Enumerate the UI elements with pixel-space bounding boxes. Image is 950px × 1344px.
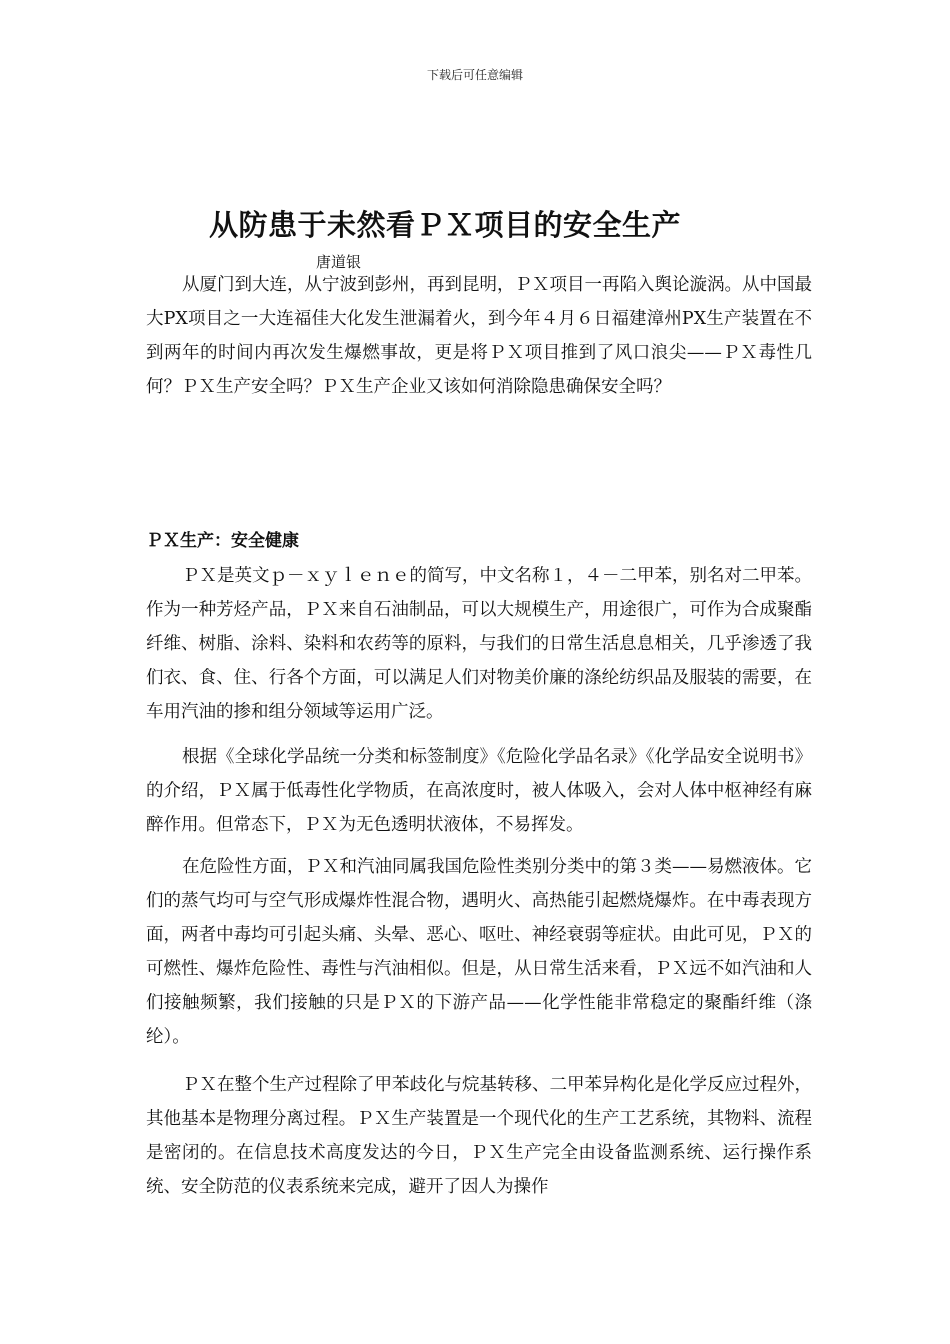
- page-header-note: 下载后可任意编辑: [426, 68, 523, 82]
- body-paragraph-3: 在危险性方面，ＰＸ和汽油同属我国危险性类别分类中的第３类——易燃液体。它们的蒸气均可与空气形成爆炸性混合物，遇明火、高热能引起燃烧爆炸。在中毒表现方面，两者中毒均可引起头痛、头晕、恶心、呕吐、神经衰弱等症状。由此可见，ＰＸ的可燃性、爆炸危险性、毒性与汽油相似。但是，从日常生活来看，ＰＸ远不如汽油和人们接触频繁，我们接触的只是ＰＸ的下游产品——化学性能非常稳定的聚酯纤维（涤纶）。: [146, 857, 812, 1047]
- intro-paragraph: 从厦门到大连，从宁波到彭州，再到昆明，ＰＸ项目一再陷入舆论漩涡。从中国最大PX项目之一大连福佳大化发生泄漏着火，到今年４月６日福建漳州PX生产装置在不到两年的时间内再次发生爆燃事故，更是将ＰＸ项目推到了风口浪尖——ＰＸ毒性几何？ＰＸ生产安全吗？ＰＸ生产企业又该如何消除隐患确保安全吗？: [146, 275, 812, 397]
- body-paragraph-4: ＰＸ在整个生产过程除了甲苯歧化与烷基转移、二甲苯异构化是化学反应过程外，其他基本是物理分离过程。ＰＸ生产装置是一个现代化的生产工艺系统，其物料、流程是密闭的。在信息技术高度发达的今日，ＰＸ生产完全由设备监测系统、运行操作系统、安全防范的仪表系统来完成，避开了因人为操作: [146, 1075, 812, 1197]
- body-paragraph-1: ＰＸ是英文ｐ－ｘｙｌｅｎｅ的简写，中文名称１，４－二甲苯，别名对二甲苯。作为一种芳烃产品，ＰＸ来自石油制品，可以大规模生产，用途很广，可作为合成聚酯纤维、树脂、涂料、染料和农药等的原料，与我们的日常生活息息相关，几乎渗透了我们衣、食、住、行各个方面，可以满足人们对物美价廉的涤纶纺织品及服装的需要，在车用汽油的掺和组分领域等运用广泛。: [146, 566, 812, 722]
- article-author: 唐道银: [316, 253, 362, 271]
- section-heading: ＰＸ生产：安全健康: [146, 531, 299, 551]
- article-title: 从防患于未然看ＰＸ项目的安全生产: [208, 208, 681, 242]
- body-paragraph-2: 根据《全球化学品统一分类和标签制度》《危险化学品名录》《化学品安全说明书》的介绍，ＰＸ属于低毒性化学物质，在高浓度时，被人体吸入，会对人体中枢神经有麻醉作用。但常态下，ＰＸ为无色透明状液体，不易挥发。: [146, 747, 812, 835]
